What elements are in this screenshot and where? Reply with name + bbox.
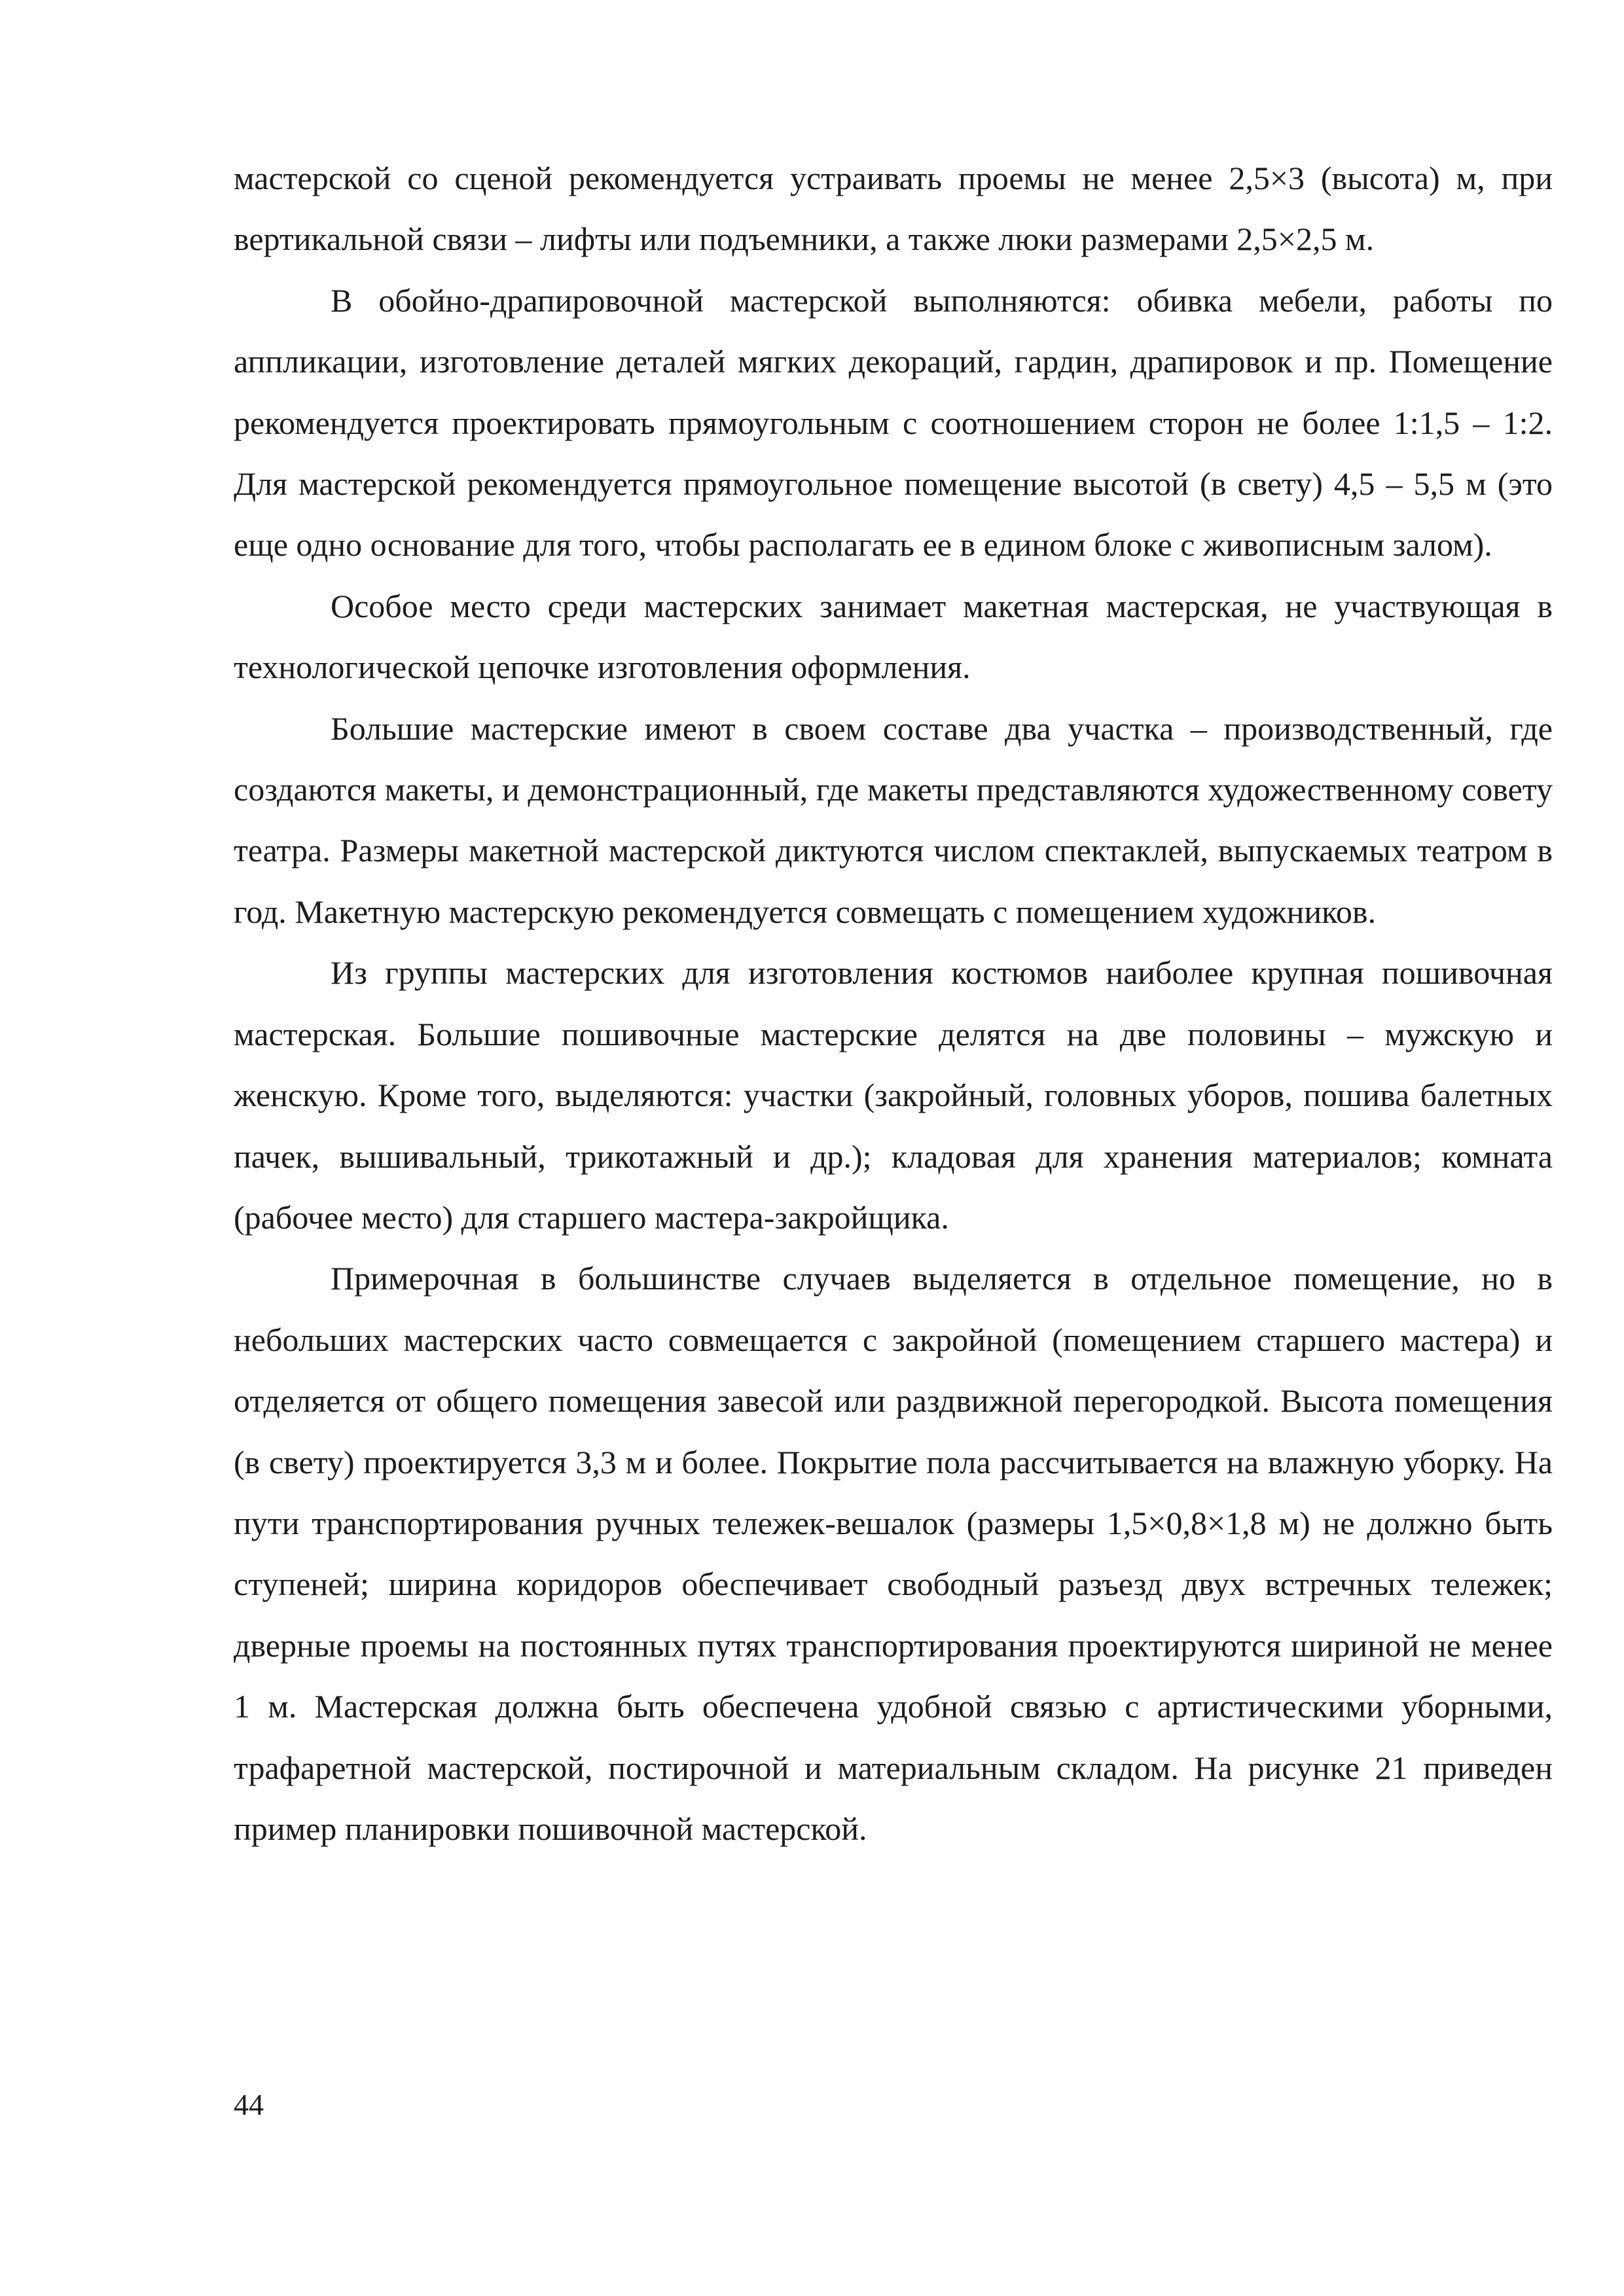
paragraph-3: Особое место среди мастерских занимает макетная мастерская, не участвующая в технологической цепочке изготовления оформления. [234, 587, 1553, 686]
paragraph-2: В обойно-драпировочной мастерской выполняются: обивка мебели, работы по аппликации, изготовление деталей мягких декораций, гардин, драпировок и пр. Помещение рекомендуется проектировать прямоугольным с соотношением сторон не более 1:1,5 – 1:2. Для мастерской рекомендуется прямоугольное помещение высотой (в свету) 4,5 – 5,5 м (это еще одно основание для того, чтобы располагать ее в едином блоке с живописным залом). [234, 281, 1553, 564]
page-number: 44 [234, 2088, 264, 2121]
paragraph-4: Большие мастерские имеют в своем составе два участка – производственный, где создаются макеты, и демонстрационный, где макеты представляются художественному совету театра. Размеры макетной мастерской диктуются числом спектаклей, выпускаемых театром в год. Макетную мастерскую рекомендуется совмещать с помещением художников. [234, 709, 1553, 930]
paragraph-6: Примерочная в большинстве случаев выделяется в отдельное помещение, но в небольших мастерских часто совмещается с закройной (помещением старшего мастера) и отделяется от общего помещения завесой или раздвижной перегородкой. Высота помещения (в свету) проектируется 3,3 м и более. Покрытие пола рассчитывается на влажную уборку. На пути транспортирования ручных тележек-вешалок (размеры 1,5×0,8×1,8 м) не должно быть ступеней; ширина коридоров обеспечивает свободный разъезд двух встречных тележек; дверные проемы на постоянных путях транспортирования проектируются шириной не менее 1 м. Мастерская должна быть обеспечена удобной связью с артистическими уборными, трафаретной мастерской, постирочной и материальным складом. На рисунке 21 приведен пример планировки пошивочной мастерской. [234, 1260, 1553, 1847]
paragraph-5: Из группы мастерских для изготовления костюмов наиболее крупная пошивочная мастерская. Большие пошивочные мастерские делятся на две половины – мужскую и женскую. Кроме того, выделяются: участки (закройный, головных уборов, пошива балетных пачек, вышивальный, трикотажный и др.); кладовая для хранения материалов; комната (рабочее место) для старшего мастера-закройщика. [234, 954, 1553, 1236]
body-text [234, 148, 1553, 1859]
paragraph-1: мастерской со сценой рекомендуется устраивать проемы не менее 2,5×3 (высота) м, при вертикальной связи – лифты или подъемники, а также люки размерами 2,5×2,5 м. [234, 160, 1553, 258]
